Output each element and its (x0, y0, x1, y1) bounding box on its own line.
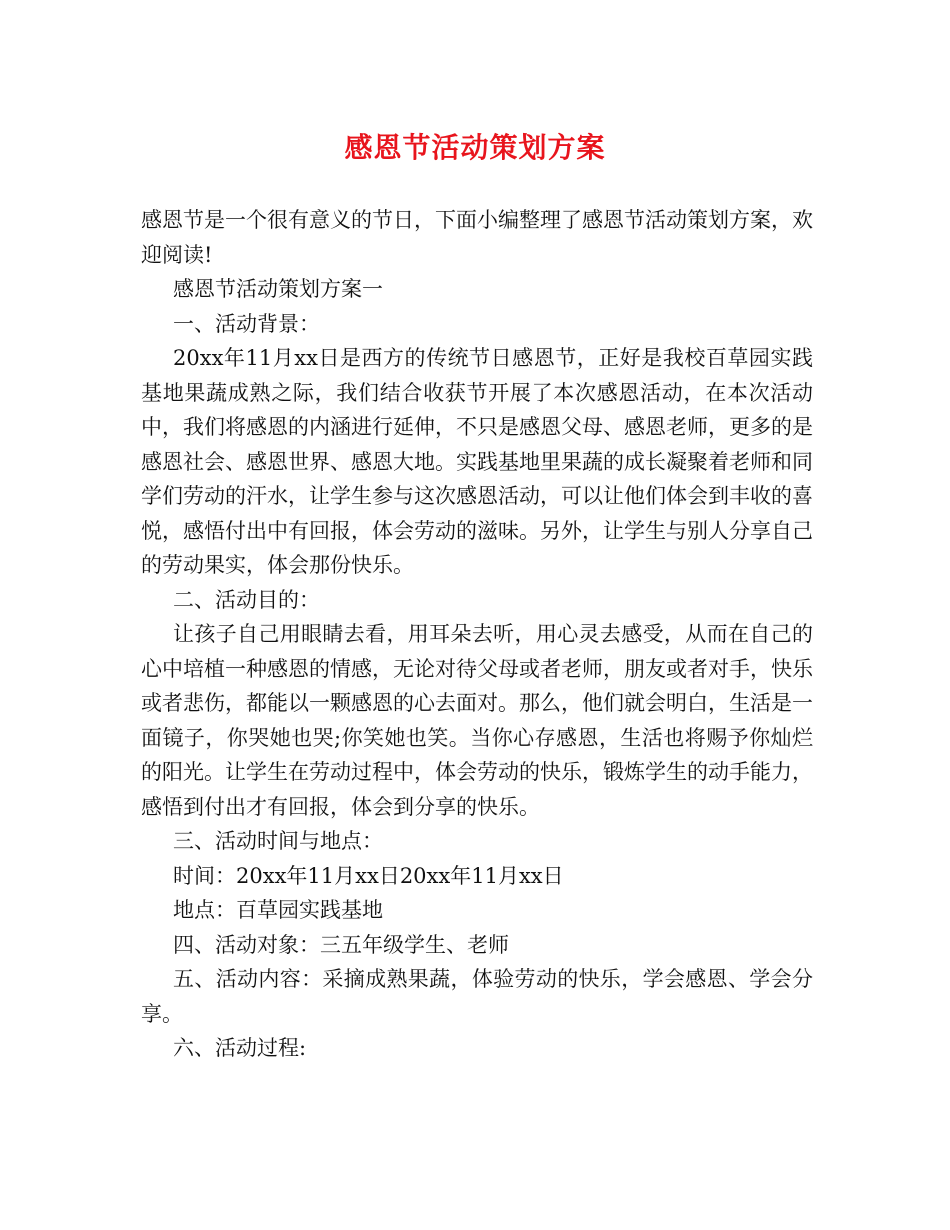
paragraph: 一、活动背景： (173, 311, 320, 336)
paragraph: 四、活动对象：三五年级学生、老师 (173, 932, 509, 957)
paragraph: 地点：百草园实践基地 (173, 898, 383, 922)
paragraph: 让孩子自己用眼睛去看，用耳朵去听，用心灵去感受，从而在自己的心中培植一种感恩的情感，无论对待父母或者老师，朋友或者对手，快乐或者悲伤，都能以一颗感恩的心去面对。那么，他们就会明白，生活是一面镜子，你哭她也哭;你笑她也笑。当你心存感恩，生活也将赐予你灿烂的阳光。让学生在劳动过程中，体会劳动的快乐，锻炼学生的动手能力，感悟到付出才有回报，体会到分享的快乐。 (141, 622, 813, 819)
paragraph: 五、活动内容：采摘成熟果蔬，体验劳动的快乐，学会感恩、学会分享。 (141, 967, 813, 1026)
paragraph: 时间：20xx年11月xx日20xx年11月xx日 (173, 863, 564, 888)
paragraph: 20xx年11月xx日是西方的传统节日感恩节，正好是我校百草园实践基地果蔬成熟之际，我们结合收获节开展了本次感恩活动，在本次活动中，我们将感恩的内涵进行延伸，不只是感恩父母、感恩老师，更多的是感恩社会、感恩世界、感恩大地。实践基地里果蔬的成长凝聚着老师和同学们劳动的汗水，让学生参与这次感恩活动，可以让他们体会到丰收的喜悦，感悟付出中有回报，体会劳动的滋味。另外，让学生与别人分享自己的劳动果实，体会那份快乐。 (141, 346, 813, 577)
paragraph: 二、活动目的： (173, 587, 320, 612)
document-title: 感恩节活动策划方案 (344, 131, 606, 164)
paragraph: 三、活动时间与地点： (173, 829, 383, 853)
paragraph: 感恩节活动策划方案一 (173, 277, 383, 301)
paragraph: 六、活动过程: (173, 1036, 307, 1060)
document-body (141, 203, 813, 1066)
paragraph: 感恩节是一个很有意义的节日，下面小编整理了感恩节活动策划方案，欢迎阅读! (141, 208, 813, 267)
